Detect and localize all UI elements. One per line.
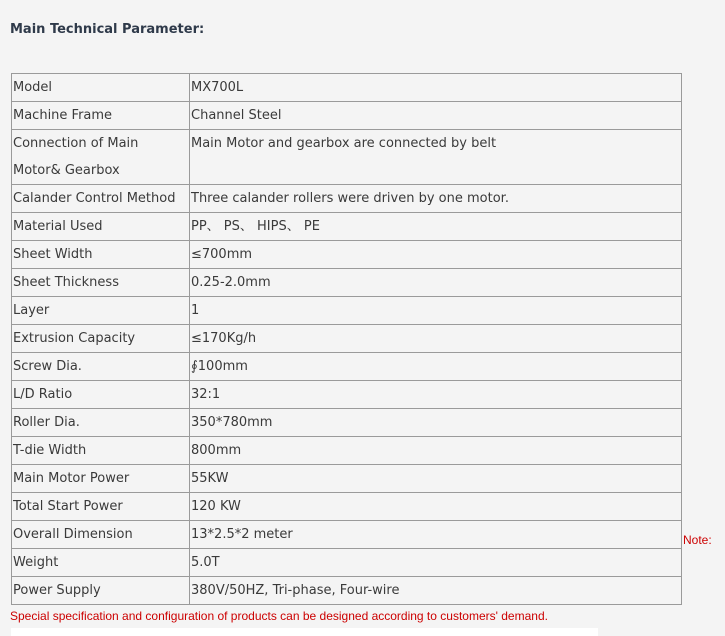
parameter-value: Main Motor and gearbox are connected by belt: [190, 130, 682, 185]
parameter-value: 380V/50HZ, Tri-phase, Four-wire: [190, 577, 682, 605]
parameter-value: 55KW: [190, 465, 682, 493]
table-row: [12, 381, 682, 409]
parameter-value: ∮100mm: [190, 353, 682, 381]
parameter-label: Model: [12, 74, 190, 102]
parameter-value: ≤170Kg/h: [190, 325, 682, 353]
parameter-value: 0.25-2.0mm: [190, 269, 682, 297]
table-row: [12, 185, 682, 213]
parameter-value: 800mm: [190, 437, 682, 465]
parameter-value: 1: [190, 297, 682, 325]
table-row: [12, 549, 682, 577]
parameter-label: Weight: [12, 549, 190, 577]
parameter-value: Channel Steel: [190, 102, 682, 130]
table-row: [12, 241, 682, 269]
section-heading: Main Technical Parameter:: [10, 22, 205, 37]
technical-parameter-table: [11, 73, 682, 605]
table-row: [12, 409, 682, 437]
parameter-label: Roller Dia.: [12, 409, 190, 437]
parameter-label: Total Start Power: [12, 493, 190, 521]
parameter-label: Sheet Width: [12, 241, 190, 269]
table-row: [12, 102, 682, 130]
bottom-divider: [11, 628, 598, 636]
parameter-value: 13*2.5*2 meter: [190, 521, 682, 549]
table-row: [12, 493, 682, 521]
parameter-label: Connection of Main Motor& Gearbox: [12, 130, 190, 185]
parameter-value: 120 KW: [190, 493, 682, 521]
parameter-value: ≤700mm: [190, 241, 682, 269]
parameter-label: Layer: [12, 297, 190, 325]
parameter-label: Material Used: [12, 213, 190, 241]
table-row: [12, 297, 682, 325]
table-row: [12, 130, 682, 185]
parameter-label: Extrusion Capacity: [12, 325, 190, 353]
parameter-label: Screw Dia.: [12, 353, 190, 381]
parameter-label: T-die Width: [12, 437, 190, 465]
parameter-value: 32:1: [190, 381, 682, 409]
parameter-label: Calander Control Method: [12, 185, 190, 213]
parameter-label: Machine Frame: [12, 102, 190, 130]
parameter-label: L/D Ratio: [12, 381, 190, 409]
parameter-value: MX700L: [190, 74, 682, 102]
table-row: [12, 465, 682, 493]
note-label: Note:: [683, 533, 712, 547]
table-row: [12, 74, 682, 102]
parameter-label: Sheet Thickness: [12, 269, 190, 297]
table-row: [12, 577, 682, 605]
table-row: [12, 325, 682, 353]
parameter-label: Overall Dimension: [12, 521, 190, 549]
table-row: [12, 269, 682, 297]
special-specification-note: Special specification and configuration of products can be designed according to customers' demand.: [10, 609, 548, 623]
parameter-value: Three calander rollers were driven by one motor.: [190, 185, 682, 213]
table-row: [12, 521, 682, 549]
parameter-value: PP、 PS、 HIPS、 PE: [190, 213, 682, 241]
table-row: [12, 353, 682, 381]
parameter-value: 350*780mm: [190, 409, 682, 437]
parameter-value: 5.0T: [190, 549, 682, 577]
table-row: [12, 437, 682, 465]
parameter-label: Power Supply: [12, 577, 190, 605]
parameter-label: Main Motor Power: [12, 465, 190, 493]
table-row: [12, 213, 682, 241]
